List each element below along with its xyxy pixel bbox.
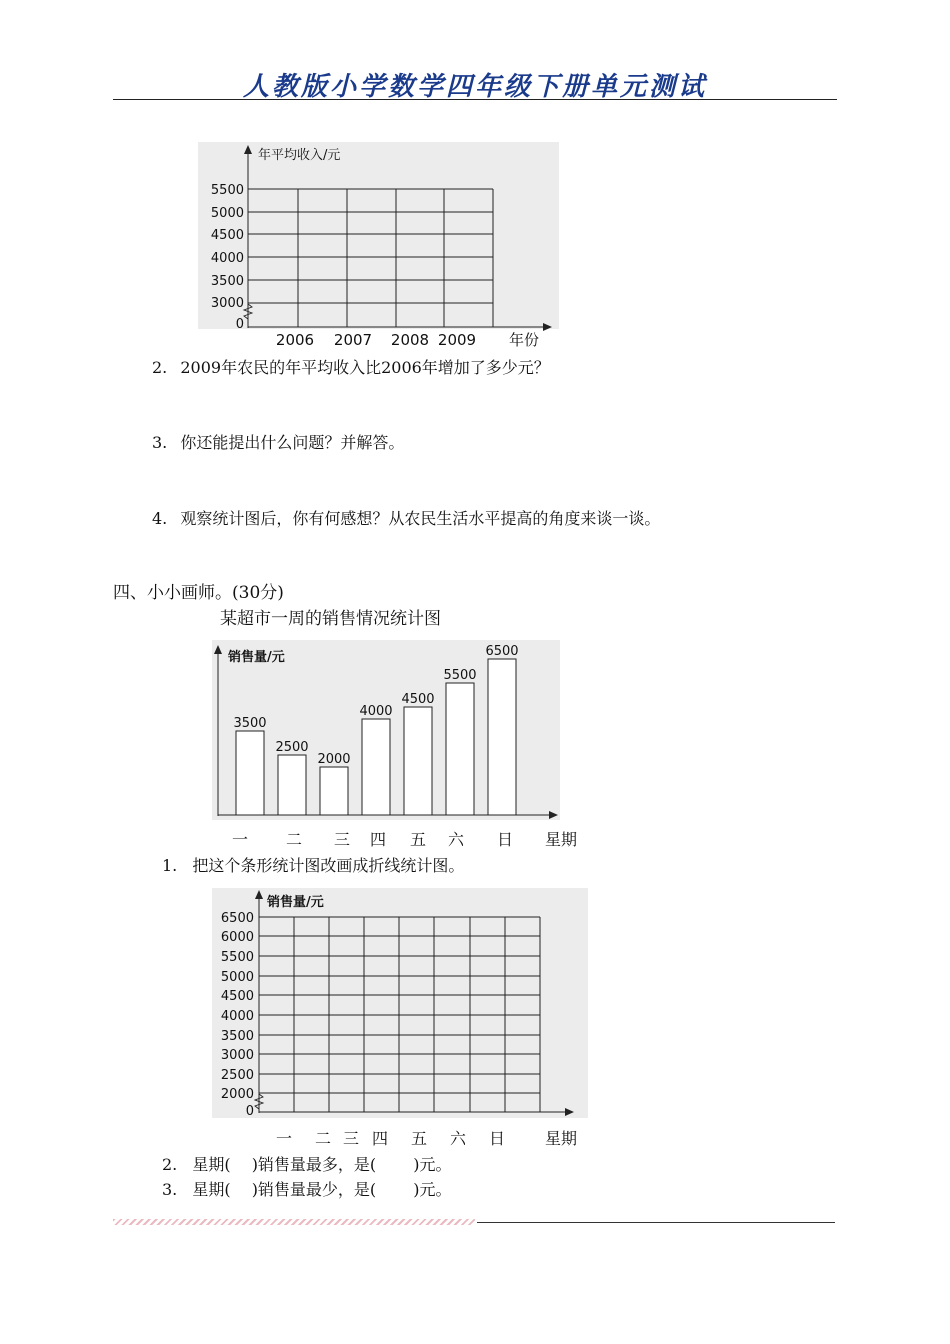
sales-grid-y-axis-label: 销售量/元	[267, 895, 324, 910]
x-tick-label: 日	[497, 830, 514, 849]
income-grid-lines	[244, 148, 548, 328]
x-tick-label: 2009	[437, 331, 477, 348]
sales-grid-chart	[212, 888, 590, 1120]
sales-bar	[278, 755, 306, 815]
y-tick-label: 4000	[220, 1009, 254, 1024]
bar-value-label: 6500	[485, 644, 519, 659]
bar-value-label: 2000	[317, 752, 351, 767]
y-tick-label: 5500	[220, 950, 254, 965]
x-axis-arrow-icon	[549, 811, 558, 819]
x-tick-label: 四	[372, 1129, 389, 1148]
sales-bar	[446, 683, 474, 815]
question-number: 2.	[162, 1155, 178, 1174]
y-tick-label: 6000	[220, 930, 254, 945]
income-x-ticks	[276, 331, 539, 348]
x-axis-label: 星期	[545, 1129, 578, 1148]
bar-value-label: 3500	[233, 716, 267, 731]
income-x-axis-label: 年份	[508, 331, 540, 348]
y-tick-label: 2500	[220, 1068, 254, 1083]
x-axis-label: 星期	[545, 830, 578, 849]
header-divider	[113, 99, 837, 100]
question-text: 你还能提出什么问题？并解答。	[180, 433, 405, 452]
y-tick-label: 4500	[220, 989, 254, 1004]
bar-value-label: 2500	[275, 740, 309, 755]
question-4-2	[162, 1152, 452, 1175]
x-tick-label: 二	[286, 830, 303, 849]
x-axis-arrow-icon	[565, 1108, 574, 1116]
sales-grid-x-ticks	[212, 1126, 592, 1148]
question-4-3	[162, 1177, 452, 1200]
sales-grid-lines	[255, 893, 570, 1113]
question-text: 2009年农民的年平均收入比2006年增加了多少元？	[180, 358, 550, 377]
question-2	[152, 355, 550, 378]
question-number: 2.	[152, 358, 168, 377]
y-tick-label: 0	[245, 1104, 254, 1119]
x-tick-label: 四	[370, 830, 387, 849]
question-number: 3.	[162, 1180, 178, 1199]
sales-y-axis-label: 销售量/元	[228, 650, 285, 665]
y-tick-label: 6500	[220, 911, 254, 926]
section-4-title: 四、小小画师。(30分)	[113, 583, 284, 603]
x-tick-label: 二	[315, 1129, 332, 1148]
sales-bar	[488, 659, 516, 815]
y-tick-label: 4500	[210, 228, 244, 243]
question-text: 把这个条形统计图改画成折线统计图。	[192, 856, 465, 875]
y-axis-arrow-icon	[255, 890, 263, 899]
y-tick-label: 3500	[210, 274, 244, 289]
x-tick-label: 一	[276, 1129, 293, 1148]
income-y-ticks	[211, 183, 244, 332]
y-tick-label: 3000	[210, 296, 244, 311]
sales-bar	[236, 731, 264, 815]
x-tick-label: 五	[410, 830, 427, 849]
bar-value-label: 4500	[401, 692, 435, 707]
sales-bar	[362, 719, 390, 815]
sales-bar	[404, 707, 432, 815]
income-y-axis-label: 年平均收入/元	[258, 148, 341, 163]
sales-chart-title: 某超市一周的销售情况统计图	[220, 609, 441, 629]
x-tick-label: 2008	[390, 331, 430, 348]
question-number: 4.	[152, 509, 168, 528]
y-tick-label: 3000	[220, 1048, 254, 1063]
y-tick-label: 5000	[210, 206, 244, 221]
bar-value-label: 5500	[443, 668, 477, 683]
income-grid-chart	[198, 142, 560, 348]
y-tick-label: 5500	[210, 183, 244, 198]
x-tick-label: 六	[448, 830, 465, 849]
sales-grid-y-ticks	[221, 911, 254, 1119]
x-tick-label: 日	[489, 1129, 506, 1148]
sales-bar	[320, 767, 348, 815]
question-text: 星期( )销售量最多，是( )元。	[192, 1155, 452, 1174]
page-header-title: 人教版小学数学四年级下册单元测试	[242, 72, 707, 102]
sales-bar-chart	[212, 640, 560, 822]
y-tick-label: 5000	[220, 970, 254, 985]
question-3	[152, 430, 404, 453]
x-axis-arrow-icon	[543, 323, 552, 331]
footer-decorative-wave	[113, 1219, 475, 1225]
question-4-1	[162, 853, 464, 876]
y-tick-label: 2000	[220, 1087, 254, 1102]
question-4	[152, 506, 660, 529]
y-tick-label: 0	[235, 317, 244, 332]
question-number: 3.	[152, 433, 168, 452]
x-tick-label: 2006	[275, 331, 315, 348]
x-tick-label: 五	[411, 1129, 428, 1148]
x-tick-label: 三	[343, 1129, 360, 1148]
question-text: 观察统计图后，你有何感想？从农民生活水平提高的角度来谈一谈。	[180, 509, 661, 528]
y-tick-label: 3500	[220, 1029, 254, 1044]
question-text: 星期( )销售量最少，是( )元。	[192, 1180, 452, 1199]
y-tick-label: 4000	[210, 251, 244, 266]
y-axis-arrow-icon	[244, 145, 252, 154]
y-axis-arrow-icon	[214, 645, 222, 654]
sales-bars	[233, 644, 518, 815]
x-tick-label: 2007	[333, 331, 373, 348]
footer-divider	[477, 1222, 835, 1223]
x-tick-label: 一	[232, 830, 249, 849]
question-number: 1.	[162, 856, 178, 875]
x-tick-label: 六	[450, 1129, 467, 1148]
sales-bar-x-ticks	[212, 827, 592, 849]
x-tick-label: 三	[334, 830, 351, 849]
bar-value-label: 4000	[359, 704, 393, 719]
